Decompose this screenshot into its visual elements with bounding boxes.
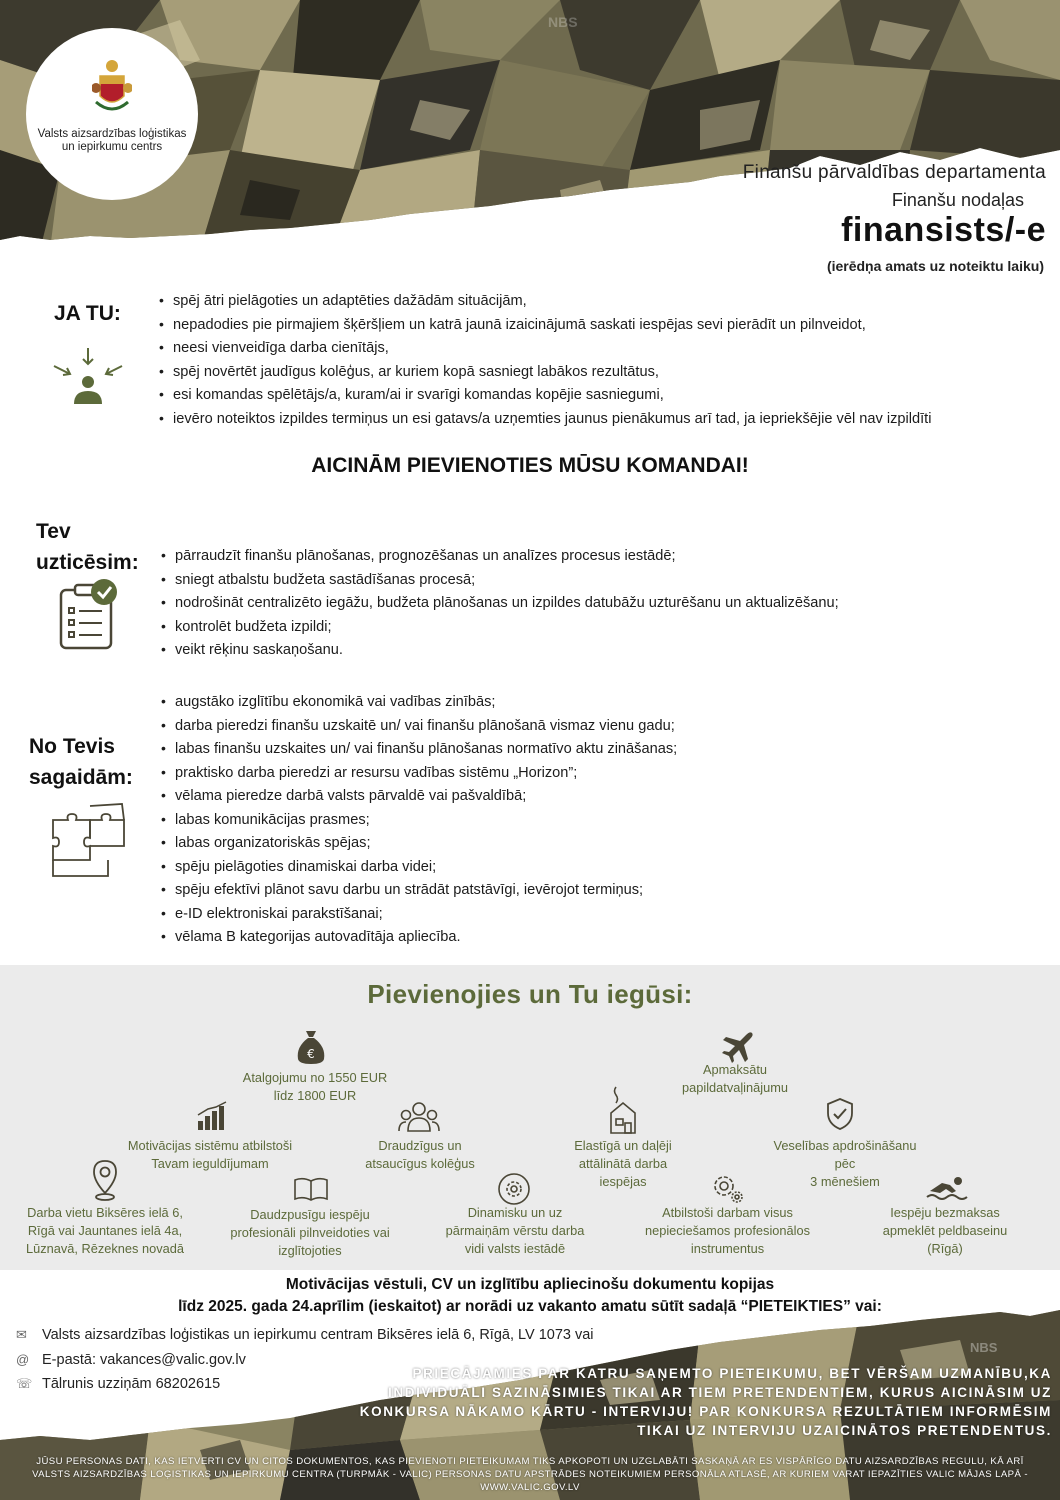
benefit-colleagues <box>330 1137 510 1173</box>
benefit-line: papildatvaļinājumu <box>682 1080 788 1095</box>
list-item: • vēlama B kategorijas autovadītāja apliecība. <box>161 925 677 949</box>
benefit-line: Dinamisku un uz <box>467 1205 563 1220</box>
benefit-salary <box>205 1069 425 1105</box>
tasks-label <box>36 516 139 578</box>
phone-text[interactable]: Tālrunis uzziņām 68202615 <box>42 1376 221 1392</box>
benefit-line: Tavam ieguldījumam <box>151 1156 269 1171</box>
list-item: • darba pieredzi finanšu uzskaitē un/ vai finanšu plānošanā vismaz vienu gadu; <box>161 714 677 738</box>
ja-tu-list <box>159 289 931 430</box>
list-item: • neesi vienveidīga darba cienītājs, <box>159 336 931 360</box>
benefit-line: iespējas <box>599 1174 647 1189</box>
list-item: • nepadodies pie pirmajiem šķēršļiem un katrā jaunā izaicinājumā saskati iespējas sevi pierādīt un pilnveidot, <box>159 313 931 337</box>
watermark: NBS <box>548 14 578 30</box>
tasks-label-line1: Tev <box>36 520 71 543</box>
contact-phone[interactable] <box>16 1376 220 1392</box>
list-item: • spēj novērtēt jaudīgus kolēģus, ar kuriem kopā sasniegt labākos rezultātus, <box>159 360 931 384</box>
benefits-title: Pievienojies un Tu iegūsi: <box>367 979 693 1009</box>
invite-heading: AICINĀM PIEVIENOTIES MŪSU KOMANDAI! <box>311 454 749 477</box>
location-pin-icon <box>92 1159 118 1201</box>
list-item: • labas finanšu uzskaites un/ vai finanšu plānošanas normatīvo aktu zināšanas; <box>161 737 677 761</box>
friends-icon <box>398 1101 440 1133</box>
gears-icon <box>496 1171 532 1207</box>
requirements-list <box>161 690 677 949</box>
privacy-notice: JŪSU PERSONAS DATI, KAS IETVERTI CV UN CITOS DOKUMENTOS, KAS PIEVIENOTI PIETEIKUMAM TIKS APKOPOTI UN UZGLABĀTI SASKAŅĀ AR ES VISPĀRĪGO DATU AIZSARDZĪBAS REGULU, KĀ ARĪ VALSTS AIZSARDZĪBAS LOĢISTIKAS UN IEPIRKUMU CENTRA (TURPMĀK - VALIC) PERSONAS DATU APSTRĀDES NOTEIKUMIEM PERSONĀLA ATLASĒ, AR KURIEM VARAT IEPAZĪTIES VALIC MĀJAS LAPĀ - WWW.VALIC.GOV.LV <box>32 1456 1028 1493</box>
airplane-icon <box>722 1031 754 1063</box>
requirements-label <box>29 731 133 793</box>
application-instructions <box>0 1274 1060 1318</box>
benefit-line: Daudzpusīgu iespēju <box>250 1207 370 1222</box>
apply-line1: Motivācijas vēstuli, CV un izglītību apliecinošu dokumentu kopijas <box>285 1276 775 1293</box>
list-item: • esi komandas spēlētājs/a, kuram/ai ir svarīgi komandas kopējie sasniegumi, <box>159 383 931 407</box>
benefit-line: Iespēju bezmaksas <box>890 1205 1000 1220</box>
benefit-line: Atalgojumu no 1550 EUR <box>242 1070 388 1085</box>
email-text[interactable]: E-pastā: vakances@valic.gov.lv <box>42 1352 246 1368</box>
list-item: • pārraudzīt finanšu plānošanas, prognozēšanas un analīzes procesus iestādē; <box>161 544 839 568</box>
money-bag-icon <box>296 1029 326 1065</box>
address-text: Valsts aizsardzības loģistikas un iepirkumu centram Biksēres ielā 6, Rīgā, LV 1073 vai <box>42 1327 594 1343</box>
tasks-label-line2: uzticēsim: <box>36 551 139 574</box>
benefit-swimming-pool <box>850 1204 1040 1258</box>
benefit-vacation <box>650 1061 820 1097</box>
growth-chart-icon <box>196 1101 228 1131</box>
apply-line2: līdz 2025. gada 24.aprīlim (ieskaitot) ar norādi uz vakanto amatu sūtīt sadaļā “PIETEIKTIES” vai: <box>178 1298 882 1315</box>
puzzle-icon <box>50 802 128 878</box>
benefit-line: Veselības apdrošināšanu <box>773 1138 917 1153</box>
benefit-line: Apmaksātu <box>702 1062 768 1077</box>
swimmer-icon <box>926 1175 968 1203</box>
contact-email[interactable] <box>16 1352 246 1368</box>
requirements-label-line2: sagaidām: <box>29 766 133 789</box>
tasks-list <box>161 544 839 662</box>
list-item: • labas komunikācijas prasmes; <box>161 808 677 832</box>
benefit-line: Atbilstoši darbam visus <box>662 1205 793 1220</box>
organization-logo <box>26 28 198 200</box>
watermark: NBS <box>970 1340 998 1355</box>
list-item: • e-ID elektroniskai parakstīšanai; <box>161 902 677 926</box>
list-item: • ievēro noteiktos izpildes termiņus un esi gatavs/a uzņemties jaunus pienākumus arī tad, ja iepriekšējie vēl nav izpildīti <box>159 407 931 431</box>
footer-notice: PRIECĀJAMIES PAR KATRU SAŅEMTO PIETEIKUMU, BET VĒRŠAM UZMANĪBU,KA INDIVIDUĀLI SAZINĀSIMIES TIKAI AR TIEM PRETENDENTIEM, KURUS AICINĀSIM UZ KONKURSA NĀKAMO KĀRTU - INTERVIJU! PAR KONKURSA REZULTĀTIEM INFORMĒSIM TIKAI UZ INTERVIJU UZAICINĀTOS PRETENDENTUS. <box>359 1366 1052 1438</box>
benefit-line: 3 mēnešiem <box>810 1174 880 1189</box>
footer-camo-banner <box>0 1290 1060 1500</box>
list-item: • nodrošināt centralizēto iegāžu, budžeta plānošanas un izpildes datubāžu uzturēšanu un aktualizēšanu; <box>161 591 839 615</box>
settings-icon <box>709 1171 745 1205</box>
benefit-line: vidi valsts iestādē <box>464 1241 566 1256</box>
checklist-icon <box>58 578 120 652</box>
benefit-line: instrumentus <box>690 1241 765 1256</box>
job-type: (ierēdņa amats uz noteiktu laiku) <box>826 258 1044 274</box>
list-item: • spēju pielāgoties dinamiskai darba videi; <box>161 855 677 879</box>
svg-text:€: € <box>307 1047 315 1061</box>
benefit-line: apmeklēt peldbaseinu <box>882 1223 1008 1238</box>
list-item: • sniegt atbalstu budžeta sastādīšanas procesā; <box>161 568 839 592</box>
list-item: • kontrolēt budžeta izpildi; <box>161 615 839 639</box>
phone-icon: ☏ <box>16 1376 33 1391</box>
benefit-line: Draudzīgus un <box>378 1138 462 1153</box>
header-camo-banner <box>0 0 1060 260</box>
benefit-line: attālinātā darba <box>578 1156 668 1171</box>
envelope-icon: ✉ <box>16 1327 27 1342</box>
division-name: Finanšu nodaļas <box>891 190 1024 210</box>
benefit-line: profesionāli pilnveidoties vai <box>230 1225 390 1240</box>
benefit-line: (Rīgā) <box>927 1241 963 1256</box>
department-name: Finanšu pārvaldības departamenta <box>742 162 1046 183</box>
list-item: • augstāko izglītību ekonomikā vai vadības zinībās; <box>161 690 677 714</box>
benefit-line: Elastīgā un daļēji <box>574 1138 672 1153</box>
list-item: • vēlama pieredze darbā valsts pārvaldē vai pašvaldībā; <box>161 784 677 808</box>
home-office-icon <box>608 1085 638 1135</box>
benefit-line: pēc <box>834 1156 856 1171</box>
ja-tu-label: JA TU: <box>54 302 121 325</box>
benefit-line: Motivācijas sistēmu atbilstoši <box>127 1138 293 1153</box>
benefit-remote-work <box>538 1137 708 1191</box>
benefit-work-location <box>5 1204 205 1258</box>
list-item: • spēju efektīvi plānot savu darbu un strādāt patstāvīgi, ievērojot termiņus; <box>161 878 677 902</box>
book-icon <box>293 1177 329 1203</box>
focus-person-icon <box>52 346 124 406</box>
benefit-line: izglītojoties <box>278 1243 342 1258</box>
benefit-line: Rīgā vai Jauntanes ielā 4a, <box>27 1223 183 1238</box>
benefits-panel <box>0 965 1060 1270</box>
benefit-line: Darba vietu Biksēres ielā 6, <box>27 1205 183 1220</box>
benefit-line: Lūznavā, Rēzeknes novadā <box>26 1241 184 1256</box>
list-item: • labas organizatoriskās spējas; <box>161 831 677 855</box>
benefit-line: atsaucīgus kolēģus <box>365 1156 475 1171</box>
at-sign-icon: @ <box>16 1352 30 1367</box>
benefit-development <box>205 1206 415 1260</box>
organization-name: Valsts aizsardzības loģistikas un iepirkumu centrs <box>37 128 187 153</box>
requirements-label-line1: No Tevis <box>29 735 115 758</box>
contact-address <box>16 1327 594 1343</box>
benefit-line: nepieciešamos profesionālos <box>644 1223 811 1238</box>
job-title: finansists/-e <box>841 211 1046 249</box>
benefit-line: līdz 1800 EUR <box>273 1088 357 1103</box>
benefit-health-insurance <box>745 1137 945 1191</box>
benefit-line: pārmaiņām vērstu darba <box>445 1223 585 1238</box>
list-item: • veikt rēķinu saskaņošanu. <box>161 638 839 662</box>
list-item: • praktisko darba pieredzi ar resursu vadības sistēmu „Horizon”; <box>161 761 677 785</box>
benefit-motivation <box>95 1137 325 1173</box>
benefit-tools <box>620 1204 835 1258</box>
benefit-dynamic-environment <box>420 1204 610 1258</box>
list-item: • spēj ātri pielāgoties un adaptēties dažādām situācijām, <box>159 289 931 313</box>
coat-of-arms-icon <box>92 58 132 118</box>
shield-check-icon <box>826 1097 854 1131</box>
